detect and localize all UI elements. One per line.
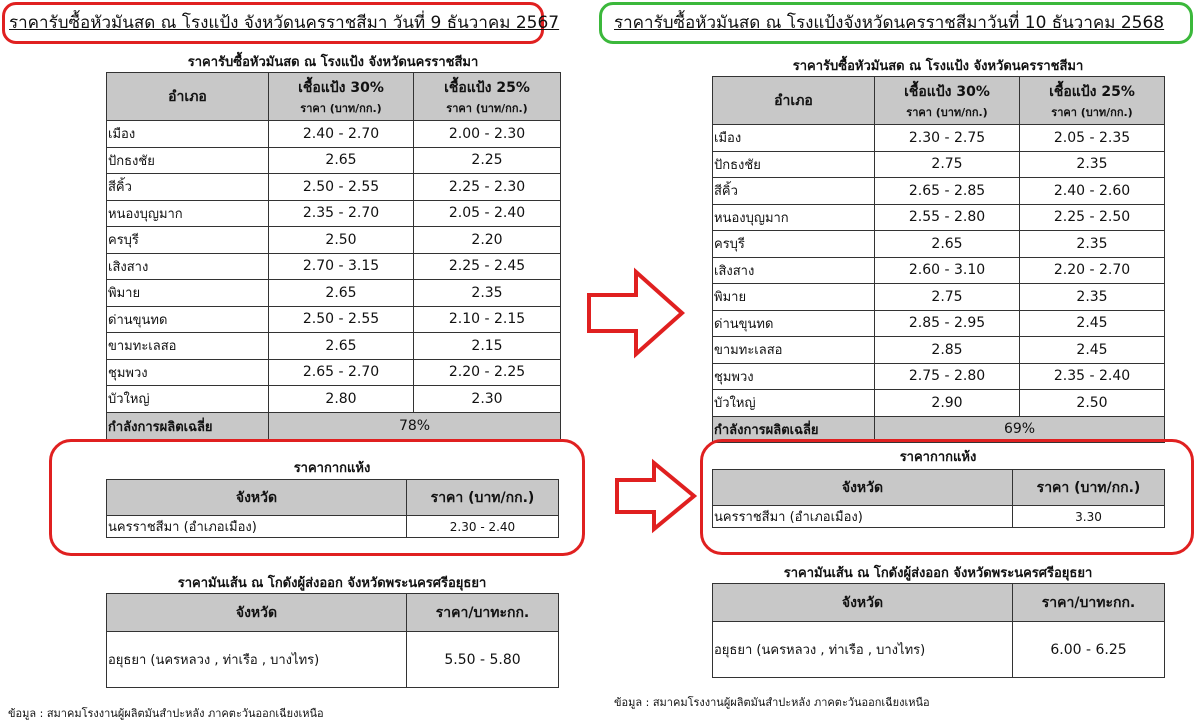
starch30-price-cell: 2.80 (269, 386, 414, 413)
starch30-price-cell: 2.35 - 2.70 (269, 200, 414, 227)
chip-province-cell: อยุธยา (นครหลวง , ท่าเรือ , บางไทร) (713, 622, 1013, 678)
table-row (107, 306, 561, 333)
table-row (713, 151, 1165, 178)
col-price-header: ราคา (บาท/กก.) (1013, 470, 1165, 506)
table-row (107, 280, 561, 307)
starch30-price-cell: 2.65 (875, 231, 1020, 258)
table-row (713, 390, 1165, 417)
col-price-header: ราคา/บาทะกก. (1013, 584, 1165, 622)
starch25-price-cell: 2.45 (1020, 310, 1165, 337)
starch25-price-cell: 2.35 (1020, 231, 1165, 258)
table-row (713, 257, 1165, 284)
right-fresh-title: ราคารับซื้อหัวมันสด ณ โรงแป้ง จังหวัดนครราชสีมา (792, 59, 1084, 74)
district-cell: ขามทะเลสอ (107, 333, 269, 360)
starch30-price-cell: 2.85 (875, 337, 1020, 364)
district-cell: ด่านขุนทด (713, 310, 875, 337)
starch25-price-cell: 2.40 - 2.60 (1020, 178, 1165, 205)
col-province-header: จังหวัด (107, 480, 407, 516)
starch25-price-cell: 2.20 - 2.70 (1020, 257, 1165, 284)
district-cell: หนองบุญมาก (713, 204, 875, 231)
avg-capacity-label: กำลังการผลิตเฉลี่ย (713, 416, 875, 442)
dry-province-cell: นครราชสีมา (อำเภอเมือง) (107, 516, 407, 538)
right-dry-pulp-title: ราคากากแห้ง (899, 450, 977, 465)
starch30-price-cell: 2.75 - 2.80 (875, 363, 1020, 390)
starch25-price-cell: 2.25 (414, 147, 561, 174)
district-cell: เสิงสาง (107, 253, 269, 280)
starch30-price-cell: 2.60 - 3.10 (875, 257, 1020, 284)
right-source-note: ข้อมูล : สมาคมโรงงานผู้ผลิตมันสำปะหลัง ภาคตะวันออกเฉียงเหนือ (614, 696, 930, 709)
district-cell: ครบุรี (713, 231, 875, 258)
district-cell: เมือง (107, 121, 269, 148)
dry-price-cell: 3.30 (1013, 506, 1165, 528)
starch25-price-cell: 2.05 - 2.35 (1020, 125, 1165, 152)
district-cell: พิมาย (713, 284, 875, 311)
district-cell: ด่านขุนทด (107, 306, 269, 333)
district-cell: เสิงสาง (713, 257, 875, 284)
district-cell: ชุมพวง (713, 363, 875, 390)
col-province-header: จังหวัด (713, 584, 1013, 622)
district-cell: บัวใหญ่ (107, 386, 269, 413)
table-row (713, 231, 1165, 258)
chip-province-cell: อยุธยา (นครหลวง , ท่าเรือ , บางไทร) (107, 632, 407, 688)
starch25-price-cell: 2.30 (414, 386, 561, 413)
avg-capacity-label: กำลังการผลิตเฉลี่ย (107, 412, 269, 440)
col-starch30-header: เชื้อแป้ง 30% ราคา (บาท/กก.) (269, 73, 414, 121)
starch30-price-cell: 2.40 - 2.70 (269, 121, 414, 148)
starch25-price-cell: 2.20 - 2.25 (414, 359, 561, 386)
starch30-price-cell: 2.85 - 2.95 (875, 310, 1020, 337)
left-fresh-price-table (106, 72, 561, 441)
table-row (107, 200, 561, 227)
district-cell: ปักธงชัย (713, 151, 875, 178)
table-row (713, 337, 1165, 364)
arrow-right-icon (614, 460, 698, 532)
col-province-header: จังหวัด (107, 594, 407, 632)
starch30-price-cell: 2.65 (269, 280, 414, 307)
starch30-price-cell: 2.70 - 3.15 (269, 253, 414, 280)
col-price-header: ราคา/บาทะกก. (407, 594, 559, 632)
starch25-price-cell: 2.20 (414, 227, 561, 254)
arrow-right-icon (586, 268, 686, 358)
col-province-header: จังหวัด (713, 470, 1013, 506)
district-cell: หนองบุญมาก (107, 200, 269, 227)
starch25-price-cell: 2.50 (1020, 390, 1165, 417)
table-row (107, 227, 561, 254)
dry-province-cell: นครราชสีมา (อำเภอเมือง) (713, 506, 1013, 528)
table-row (713, 284, 1165, 311)
starch25-price-cell: 2.25 - 2.30 (414, 174, 561, 201)
right-chip-table (712, 583, 1165, 678)
district-cell: ครบุรี (107, 227, 269, 254)
table-row (713, 204, 1165, 231)
chip-price-cell: 5.50 - 5.80 (407, 632, 559, 688)
dry-price-cell: 2.30 - 2.40 (407, 516, 559, 538)
new-date-header: ราคารับซื้อหัวมันสด ณ โรงแป้งจังหวัดนครราชสีมาวันที่ 10 ธันวาคม 2568 (614, 13, 1165, 33)
starch25-price-cell: 2.00 - 2.30 (414, 121, 561, 148)
col-starch25-header: เชื้อแป้ง 25% ราคา (บาท/กก.) (1020, 77, 1165, 125)
avg-capacity-value: 78% (269, 412, 561, 440)
avg-capacity-value: 69% (875, 416, 1165, 442)
right-chip-title: ราคามันเส้น ณ โกดังผู้ส่งออก จังหวัดพระนครศรีอยุธยา (783, 566, 1093, 581)
col-price-header: ราคา (บาท/กก.) (407, 480, 559, 516)
table-row (107, 386, 561, 413)
old-date-header: ราคารับซื้อหัวมันสด ณ โรงแป้ง จังหวัดนครราชสีมา วันที่ 9 ธันวาคม 2567 (9, 13, 560, 33)
starch30-price-cell: 2.65 - 2.70 (269, 359, 414, 386)
starch25-price-cell: 2.25 - 2.50 (1020, 204, 1165, 231)
right-dry-pulp-table (712, 469, 1165, 528)
starch25-price-cell: 2.35 - 2.40 (1020, 363, 1165, 390)
table-row (713, 125, 1165, 152)
table-row (107, 253, 561, 280)
table-row (107, 333, 561, 360)
district-cell: เมือง (713, 125, 875, 152)
left-fresh-title: ราคารับซื้อหัวมันสด ณ โรงแป้ง จังหวัดนครราชสีมา (187, 55, 479, 70)
district-cell: ขามทะเลสอ (713, 337, 875, 364)
right-fresh-price-table (712, 76, 1165, 443)
table-row (713, 363, 1165, 390)
starch30-price-cell: 2.55 - 2.80 (875, 204, 1020, 231)
left-dry-pulp-table (106, 479, 559, 538)
starch30-price-cell: 2.65 - 2.85 (875, 178, 1020, 205)
left-chip-table (106, 593, 559, 688)
starch30-price-cell: 2.75 (875, 284, 1020, 311)
left-dry-pulp-title: ราคากากแห้ง (293, 461, 371, 476)
starch30-price-cell: 2.65 (269, 147, 414, 174)
starch30-price-cell: 2.90 (875, 390, 1020, 417)
col-starch25-header: เชื้อแป้ง 25% ราคา (บาท/กก.) (414, 73, 561, 121)
district-cell: สีคิ้ว (713, 178, 875, 205)
starch25-price-cell: 2.35 (414, 280, 561, 307)
table-row (107, 174, 561, 201)
starch25-price-cell: 2.45 (1020, 337, 1165, 364)
district-cell: พิมาย (107, 280, 269, 307)
district-cell: สีคิ้ว (107, 174, 269, 201)
table-row (107, 147, 561, 174)
starch30-price-cell: 2.75 (875, 151, 1020, 178)
starch25-price-cell: 2.35 (1020, 284, 1165, 311)
starch30-price-cell: 2.50 (269, 227, 414, 254)
starch30-price-cell: 2.30 - 2.75 (875, 125, 1020, 152)
starch25-price-cell: 2.05 - 2.40 (414, 200, 561, 227)
chip-price-cell: 6.00 - 6.25 (1013, 622, 1165, 678)
table-row (107, 359, 561, 386)
district-cell: ปักธงชัย (107, 147, 269, 174)
col-district-header: อำเภอ (107, 73, 269, 121)
starch30-price-cell: 2.50 - 2.55 (269, 174, 414, 201)
left-source-note: ข้อมูล : สมาคมโรงงานผู้ผลิตมันสำปะหลัง ภาคตะวันออกเฉียงเหนือ (8, 707, 324, 720)
starch25-price-cell: 2.15 (414, 333, 561, 360)
table-row (713, 310, 1165, 337)
col-starch30-header: เชื้อแป้ง 30% ราคา (บาท/กก.) (875, 77, 1020, 125)
col-district-header: อำเภอ (713, 77, 875, 125)
table-row (107, 121, 561, 148)
starch25-price-cell: 2.25 - 2.45 (414, 253, 561, 280)
starch30-price-cell: 2.65 (269, 333, 414, 360)
starch25-price-cell: 2.10 - 2.15 (414, 306, 561, 333)
left-chip-title: ราคามันเส้น ณ โกดังผู้ส่งออก จังหวัดพระนครศรีอยุธยา (177, 576, 487, 591)
starch30-price-cell: 2.50 - 2.55 (269, 306, 414, 333)
district-cell: ชุมพวง (107, 359, 269, 386)
district-cell: บัวใหญ่ (713, 390, 875, 417)
starch25-price-cell: 2.35 (1020, 151, 1165, 178)
table-row (713, 178, 1165, 205)
